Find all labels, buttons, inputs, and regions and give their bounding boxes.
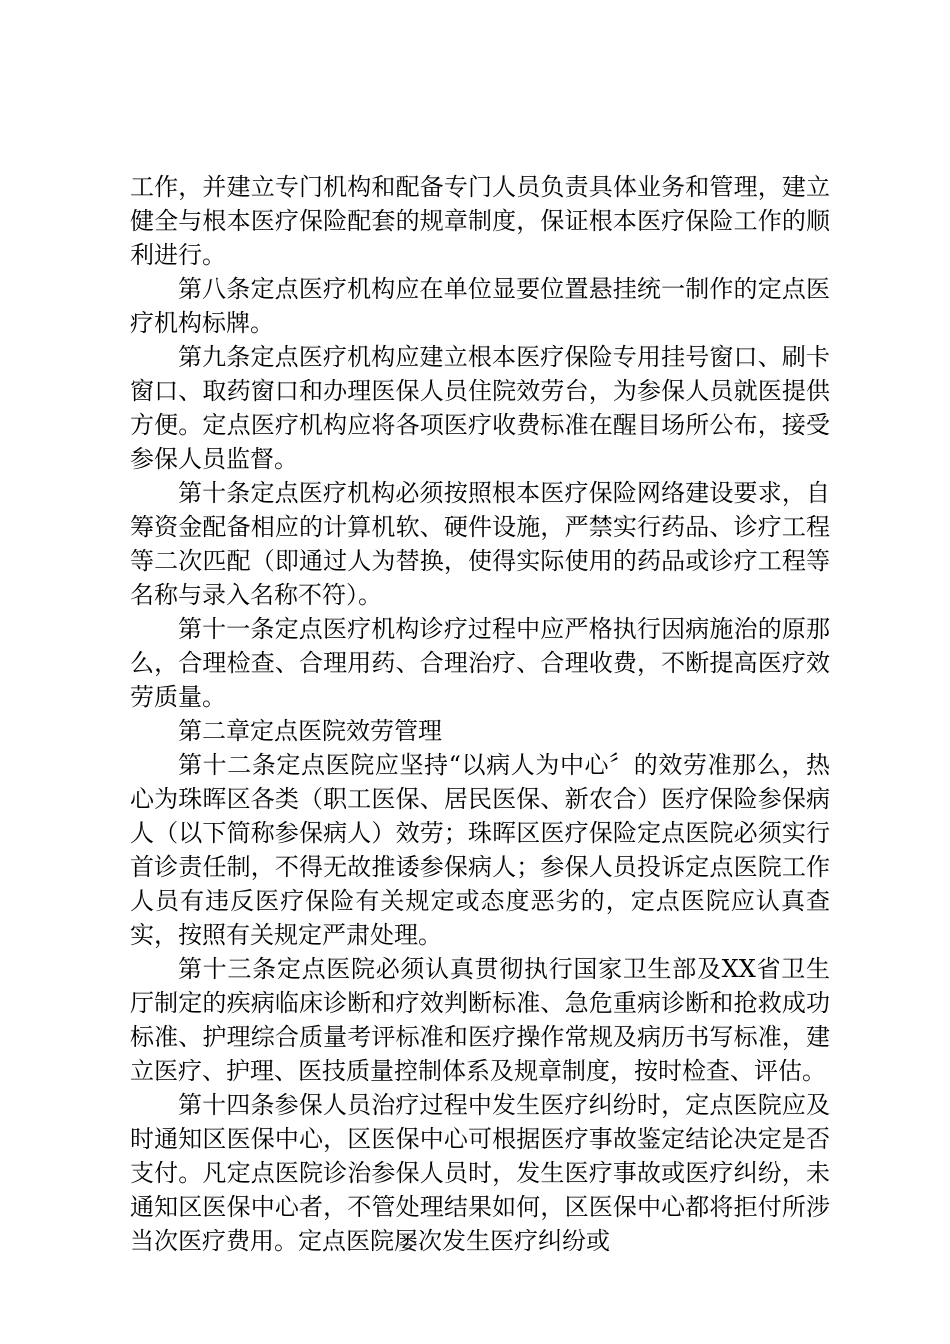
paragraph-article-10: 第十条定点医疗机构必须按照根本医疗保险网络建设要求，自筹资金配备相应的计算机软、硬件设施，严禁实行药品、诊疗工程等二次匹配（即通过人为替换，使得实际使用的药品或诊疗工程等名称与录入名称不符）。	[130, 479, 830, 609]
document-body	[130, 170, 830, 1258]
paragraph-article-14: 第十四条参保人员治疗过程中发生医疗纠纷时，定点医院应及时通知区医保中心，区医保中心可根据医疗事故鉴定结论决定是否支付。凡定点医院诊治参保人员时，发生医疗事故或医疗纠纷，未通知区医保中心者，不管处理结果如何，区医保中心都将拒付所涉当次医疗费用。定点医院屡次发生医疗纠纷或	[130, 1091, 830, 1255]
paragraph-article-11: 第十一条定点医疗机构诊疗过程中应严格执行因病施治的原那么，合理检查、合理用药、合理治疗、合理收费，不断提高医疗效劳质量。	[130, 615, 830, 711]
chapter-heading: 第二章定点医院效劳管理	[178, 717, 442, 745]
paragraph-article-13: 第十三条定点医院必须认真贯彻执行国家卫生部及XX省卫生厅制定的疾病临床诊断和疗效判断标准、急危重病诊断和抢救成功标准、护理综合质量考评标准和医疗操作常规及病历书写标准，建立医疗、护理、医技质量控制体系及规章制度，按时检查、评估。	[130, 955, 830, 1085]
paragraph-article-8: 第八条定点医疗机构应在单位显要位置悬挂统一制作的定点医疗机构标牌。	[130, 275, 830, 337]
paragraph-continuation: 工作，并建立专门机构和配备专门人员负责具体业务和管理，建立健全与根本医疗保险配套的规章制度，保证根本医疗保险工作的顺利进行。	[130, 173, 830, 269]
paragraph-article-12: 第十二条定点医院应坚持“以病人为中心〞的效劳准那么，热心为珠晖区各类（职工医保、居民医保、新农合）医疗保险参保病人（以下简称参保病人）效劳；珠晖区医疗保险定点医院必须实行首诊责任制，不得无故推诿参保病人；参保人员投诉定点医院工作人员有违反医疗保险有关规定或态度恶劣的，定点医院应认真查实，按照有关规定严肃处理。	[130, 751, 830, 949]
paragraph-article-9: 第九条定点医疗机构应建立根本医疗保险专用挂号窗口、刷卡窗口、取药窗口和办理医保人员住院效劳台，为参保人员就医提供方便。定点医疗机构应将各项医疗收费标准在醒目场所公布，接受参保人员监督。	[130, 343, 830, 473]
